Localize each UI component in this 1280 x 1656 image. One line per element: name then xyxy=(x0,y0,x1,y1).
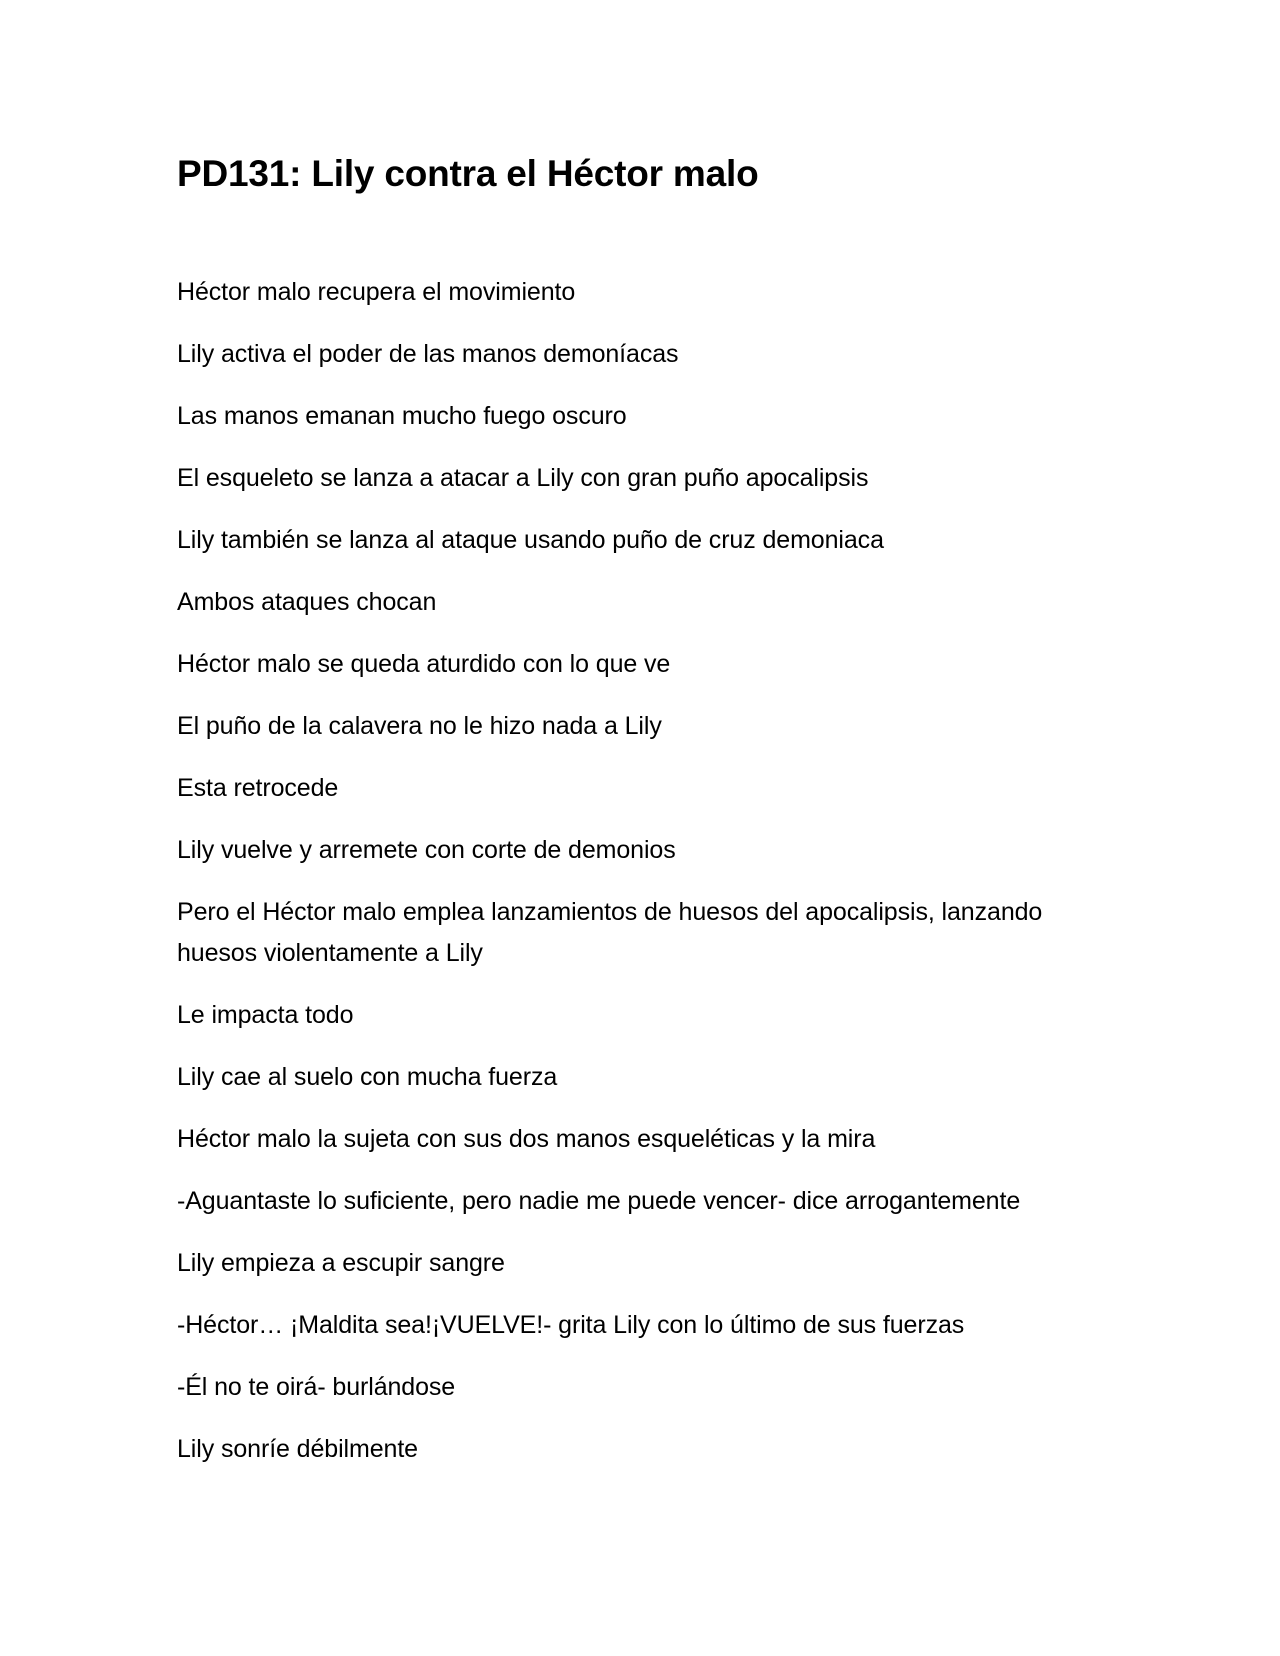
paragraph: -Aguantaste lo suficiente, pero nadie me puede vencer- dice arrogantemente xyxy=(177,1187,1021,1215)
document-content xyxy=(177,148,1117,1491)
paragraph: Las manos emanan mucho fuego oscuro xyxy=(177,402,627,430)
paragraph: Héctor malo la sujeta con sus dos manos esqueléticas y la mira xyxy=(177,1125,876,1153)
paragraph: -Él no te oirá- burlándose xyxy=(177,1373,456,1401)
paragraph: Esta retrocede xyxy=(177,774,339,802)
paragraph: Héctor malo recupera el movimiento xyxy=(177,278,576,306)
paragraph: -Héctor… ¡Maldita sea!¡VUELVE!- grita Lily con lo último de sus fuerzas xyxy=(177,1311,965,1339)
paragraph: Héctor malo se queda aturdido con lo que ve xyxy=(177,650,671,678)
paragraph: Pero el Héctor malo emplea lanzamientos de huesos del apocalipsis, lanzando huesos violentamente a Lily xyxy=(177,898,1043,967)
paragraph: Lily vuelve y arremete con corte de demonios xyxy=(177,836,676,864)
paragraph: Lily también se lanza al ataque usando puño de cruz demoniaca xyxy=(177,526,884,554)
paragraph: Lily activa el poder de las manos demoníacas xyxy=(177,340,679,368)
paragraph: El puño de la calavera no le hizo nada a Lily xyxy=(177,712,662,740)
document-title: PD131: Lily contra el Héctor malo xyxy=(177,153,759,194)
paragraph: El esqueleto se lanza a atacar a Lily con gran puño apocalipsis xyxy=(177,464,869,492)
paragraph-list xyxy=(177,272,1117,1470)
paragraph: Ambos ataques chocan xyxy=(177,588,437,616)
paragraph: Lily cae al suelo con mucha fuerza xyxy=(177,1063,558,1091)
paragraph: Lily sonríe débilmente xyxy=(177,1435,418,1463)
paragraph: Lily empieza a escupir sangre xyxy=(177,1249,505,1277)
paragraph: Le impacta todo xyxy=(177,1001,354,1029)
